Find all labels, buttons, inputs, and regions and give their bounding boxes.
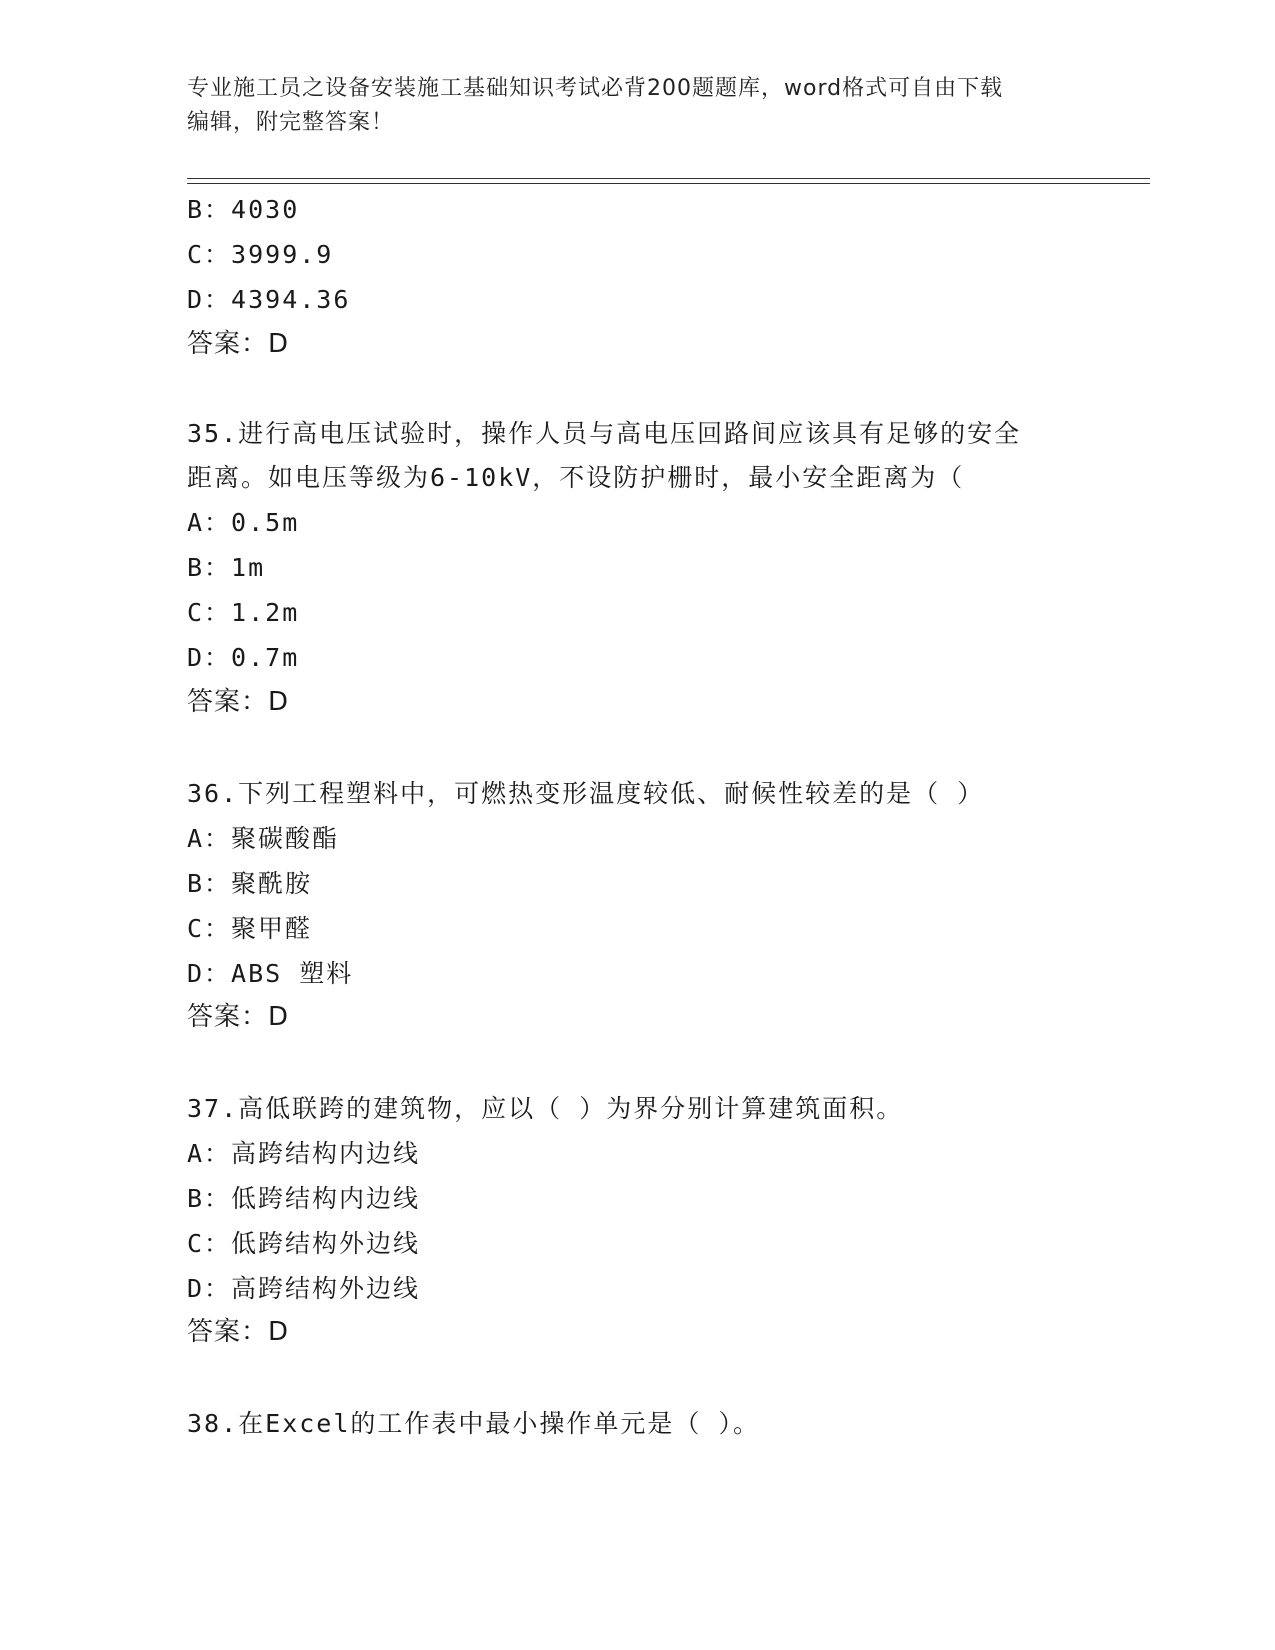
option-c: C：3999.9 bbox=[187, 240, 334, 269]
question-36-text: 36.下列工程塑料中，可燃热变形温度较低、耐候性较差的是（ ） bbox=[187, 779, 985, 808]
option-b: B：聚酰胺 bbox=[187, 869, 313, 898]
option-b: B：低跨结构内边线 bbox=[187, 1184, 421, 1213]
header-line-2: 编辑，附完整答案！ bbox=[187, 110, 395, 135]
option-c: C：1.2m bbox=[187, 598, 300, 627]
option-b: B：1m bbox=[187, 553, 266, 582]
document-header bbox=[187, 72, 1087, 140]
option-d: D：高跨结构外边线 bbox=[187, 1274, 421, 1303]
option-b: B：4030 bbox=[187, 195, 300, 224]
option-a: A：高跨结构内边线 bbox=[187, 1139, 421, 1168]
option-a: A：0.5m bbox=[187, 508, 300, 537]
question-35-text-cont: 距离。如电压等级为6-10kV，不设防护栅时，最小安全距离为（ bbox=[187, 463, 965, 492]
option-d: D：4394.36 bbox=[187, 285, 351, 314]
header-divider-top bbox=[187, 178, 1150, 179]
question-38-text: 38.在Excel的工作表中最小操作单元是（ ）。 bbox=[187, 1409, 760, 1438]
option-d: D：0.7m bbox=[187, 643, 300, 672]
option-d: D：ABS 塑料 bbox=[187, 959, 354, 988]
option-c: C：聚甲醛 bbox=[187, 914, 313, 943]
answer: 答案：D bbox=[187, 1317, 290, 1347]
option-c: C：低跨结构外边线 bbox=[187, 1229, 421, 1258]
question-35-text: 35.进行高电压试验时，操作人员与高电压回路间应该具有足够的安全 bbox=[187, 419, 1022, 448]
answer: 答案：D bbox=[187, 329, 290, 359]
option-a: A：聚碳酸酯 bbox=[187, 824, 340, 853]
header-line-1: 专业施工员之设备安装施工基础知识考试必背200题题库，word格式可自由下载 bbox=[187, 76, 1004, 101]
answer: 答案：D bbox=[187, 687, 290, 717]
answer: 答案：D bbox=[187, 1002, 290, 1032]
header-divider-bottom bbox=[187, 183, 1150, 184]
question-37-text: 37.高低联跨的建筑物，应以（ ）为界分别计算建筑面积。 bbox=[187, 1094, 904, 1123]
